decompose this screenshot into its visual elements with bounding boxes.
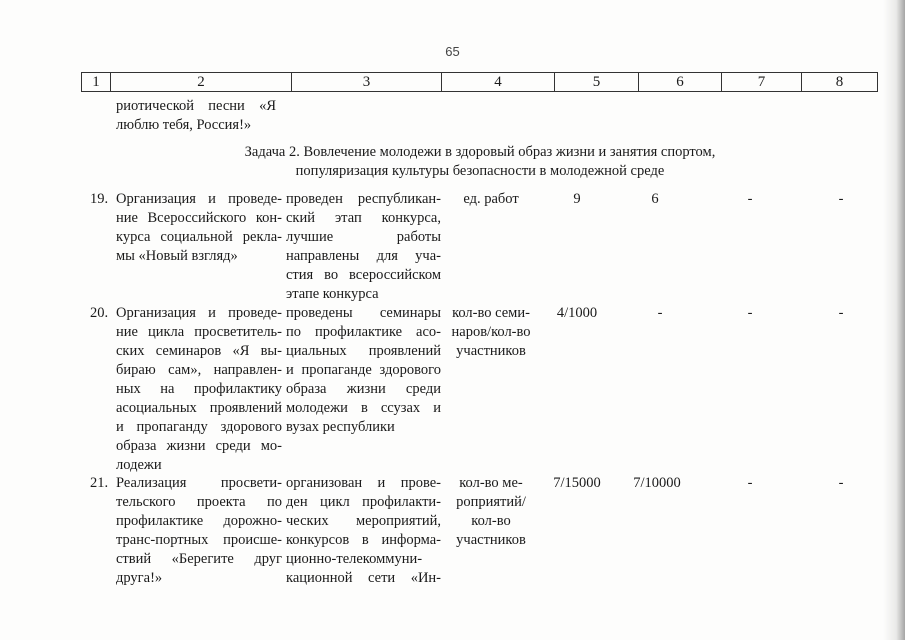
row-unit — [446, 190, 536, 209]
task-heading-line: Задача 2. Вовлечение молодежи в здоровый образ жизни и занятия спортом, — [244, 144, 716, 160]
column-header-3: 3 — [292, 73, 442, 92]
row-activity — [116, 474, 282, 588]
result-line: этапе конкурса — [286, 286, 379, 302]
column-header-7: 7 — [722, 73, 802, 92]
result-line: конкурсов в информа- — [286, 532, 441, 548]
unit-line: участников — [456, 532, 526, 548]
column-header-row — [81, 72, 878, 92]
result-line: кационной сети «Ин- — [286, 570, 441, 586]
result-line: и пропаганде здорового — [286, 362, 441, 378]
row-col6: - — [657, 305, 663, 321]
activity-line: ских семинаров «Я вы- — [116, 343, 282, 359]
result-line: по профилактике асо- — [286, 324, 441, 340]
activity-line: друга!» — [116, 570, 163, 586]
row-result — [286, 304, 441, 437]
row-col5: 4/1000 — [556, 305, 598, 321]
result-line: проведены семинары — [286, 305, 441, 321]
result-line: стия во всероссийском — [286, 267, 441, 283]
unit-line: кол-во семи- — [452, 305, 530, 321]
activity-line: бираю сам», направлен- — [116, 362, 282, 378]
column-header-6: 6 — [639, 73, 722, 92]
activity-line: транс-портных происше- — [116, 532, 282, 548]
result-line: ционно-телекоммуни- — [286, 551, 423, 567]
row-activity — [116, 190, 282, 266]
result-line: ский этап конкурса, — [286, 210, 441, 226]
row-col7: - — [747, 475, 753, 491]
row-activity — [116, 304, 282, 475]
row-number: 21. — [90, 475, 109, 491]
unit-line: кол-во ме- — [459, 475, 523, 491]
row-unit — [446, 474, 536, 550]
row-col5: 9 — [573, 191, 581, 207]
activity-line: лодежи — [116, 457, 162, 473]
row-col8: - — [838, 191, 844, 207]
result-line: молодежи в ссузах и — [286, 400, 441, 416]
row-number: 20. — [90, 305, 109, 321]
activity-line: Реализация просвети- — [116, 475, 282, 491]
result-line: ден цикл профилакти- — [286, 494, 441, 510]
column-header-1: 1 — [82, 73, 111, 92]
row-number: 19. — [90, 191, 109, 207]
row-col6: 7/10000 — [633, 475, 681, 491]
activity-line: мы «Новый взгляд» — [116, 248, 238, 264]
activity-line: курса социальной рекла- — [116, 229, 282, 245]
activity-line: ние Всероссийского кон- — [116, 210, 282, 226]
row-col7: - — [747, 305, 753, 321]
scan-edge-shadow — [883, 0, 905, 640]
row-col5: 7/15000 — [553, 475, 601, 491]
unit-line: ед. работ — [463, 191, 519, 207]
result-line: лучшие работы — [286, 229, 441, 245]
activity-line: асоциальных проявлений — [116, 400, 282, 416]
row-col8: - — [838, 305, 844, 321]
activity-line: ствий «Берегите друг — [116, 551, 282, 567]
activity-line: ние цикла просветитель- — [116, 324, 282, 340]
result-line: образа жизни среди — [286, 381, 441, 397]
activity-line: профилактике дорожно- — [116, 513, 282, 529]
unit-line: кол-во — [471, 513, 511, 529]
activity-line: Организация и проведе- — [116, 191, 282, 207]
page-number: 65 — [445, 44, 460, 59]
unit-line: роприятий/ — [456, 494, 526, 510]
activity-line: тельского проекта по — [116, 494, 282, 510]
column-header-8: 8 — [802, 73, 878, 92]
result-line: ческих мероприятий, — [286, 513, 441, 529]
row-result — [286, 474, 441, 588]
row-col6: 6 — [651, 191, 659, 207]
continuation-line: люблю тебя, Россия!» — [116, 117, 252, 133]
column-header-5: 5 — [555, 73, 639, 92]
continuation-text — [116, 97, 276, 135]
column-header-4: 4 — [442, 73, 555, 92]
result-line: циальных проявлений — [286, 343, 441, 359]
result-line: направлены для уча- — [286, 248, 441, 264]
activity-line: и пропаганду здорового — [116, 419, 282, 435]
activity-line: Организация и проведе- — [116, 305, 282, 321]
row-result — [286, 190, 441, 304]
row-unit — [446, 304, 536, 361]
unit-line: наров/кол-во — [451, 324, 531, 340]
row-col8: - — [838, 475, 844, 491]
result-line: вузах республики — [286, 419, 395, 435]
task-heading-line: популяризация культуры безопасности в молодежной среде — [295, 163, 665, 179]
result-line: организован и прове- — [286, 475, 441, 491]
task-heading — [180, 143, 780, 181]
column-header-2: 2 — [111, 73, 292, 92]
activity-line: образа жизни среди мо- — [116, 438, 282, 454]
activity-line: ных на профилактику — [116, 381, 282, 397]
unit-line: участников — [456, 343, 526, 359]
continuation-line: риотической песни «Я — [116, 98, 276, 114]
row-col7: - — [747, 191, 753, 207]
result-line: проведен республикан- — [286, 191, 441, 207]
